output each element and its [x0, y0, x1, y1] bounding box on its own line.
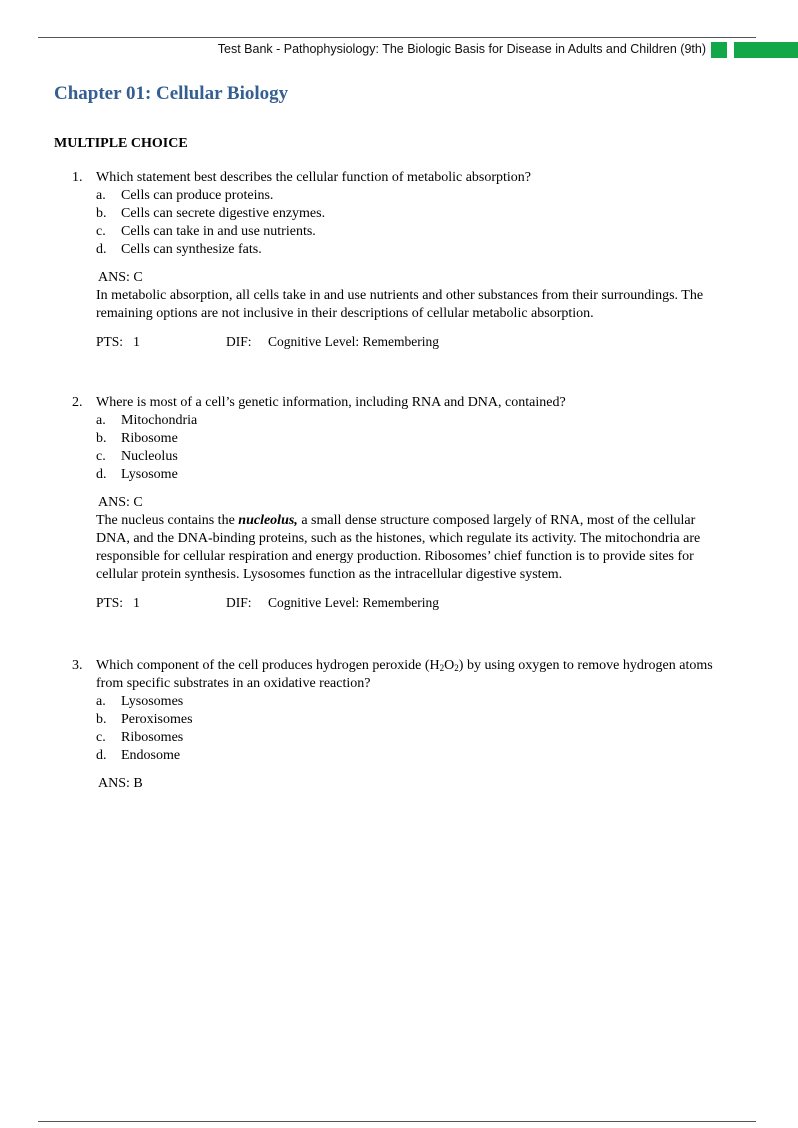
option-c — [96, 448, 722, 466]
option-letter: b. — [96, 712, 107, 727]
option-letter: b. — [96, 431, 107, 446]
stem-text: ) by using oxygen to remove hydrogen atoms from specific substrates in an oxidative reaction? — [96, 658, 713, 691]
option-text: Cells can produce proteins. — [121, 188, 274, 203]
stem-text: O — [444, 658, 455, 673]
question-stem: Which statement best describes the cellular function of metabolic absorption? — [96, 170, 532, 185]
option-letter: c. — [96, 730, 106, 745]
option-b — [96, 711, 722, 729]
option-text: Endosome — [121, 748, 181, 763]
answer: ANS: B — [98, 776, 143, 791]
option-text: Cells can synthesize fats. — [121, 242, 262, 257]
question-meta — [96, 594, 722, 612]
difficulty-label: DIF: — [226, 334, 252, 349]
option-text: Nucleolus — [121, 449, 178, 464]
difficulty-value: Cognitive Level: Remembering — [268, 334, 439, 349]
header-rule — [38, 37, 756, 38]
question-2 — [72, 394, 722, 612]
option-text: Cells can secrete digestive enzymes. — [121, 206, 326, 221]
rationale: In metabolic absorption, all cells take in and use nutrients and other substances from their surroundings. The remaining options are not inclusive in their descriptions of cellular metabolic absorption. — [96, 288, 704, 321]
header-accent-bar — [734, 42, 798, 58]
rationale — [96, 512, 722, 584]
section-title: MULTIPLE CHOICE — [54, 136, 188, 151]
option-letter: c. — [96, 224, 106, 239]
answer: ANS: C — [98, 495, 143, 510]
option-letter: d. — [96, 467, 107, 482]
question-stem: Where is most of a cell’s genetic information, including RNA and DNA, contained? — [96, 395, 566, 410]
subscript: 2 — [439, 663, 445, 673]
question-number: 3. — [72, 658, 83, 673]
subscript: 2 — [454, 663, 459, 673]
option-letter: a. — [96, 188, 106, 203]
footer-rule — [38, 1121, 756, 1122]
option-text: Ribosomes — [121, 730, 184, 745]
points — [96, 333, 226, 351]
option-letter: d. — [96, 242, 107, 257]
question-meta — [96, 333, 722, 351]
question-3 — [72, 657, 722, 793]
option-c — [96, 729, 722, 747]
stem-text: Which component of the cell produces hydrogen peroxide (H — [96, 658, 440, 673]
rationale-text: a small dense structure composed largely of RNA, most of the cellular DNA, and the DNA-binding proteins, such as the histones, which regulate its activity. The mitochondria are responsible for cellular respiration and energy production. Ribosomes’ chief function is to provide sites for cellular protein synthesis. Lysosomes function as the intracellular digestive system. — [96, 513, 701, 582]
difficulty-value: Cognitive Level: Remembering — [268, 595, 439, 610]
option-c — [96, 223, 722, 241]
option-d — [96, 241, 722, 259]
option-letter: a. — [96, 694, 106, 709]
header-accent-square — [711, 42, 727, 58]
option-text: Lysosome — [121, 467, 178, 482]
question-stem — [96, 657, 722, 693]
option-text: Lysosomes — [121, 694, 184, 709]
option-a — [96, 693, 722, 711]
option-text: Cells can take in and use nutrients. — [121, 224, 316, 239]
question-number: 1. — [72, 170, 83, 185]
option-list — [96, 187, 722, 259]
option-text: Mitochondria — [121, 413, 198, 428]
question-number: 2. — [72, 395, 83, 410]
option-letter: b. — [96, 206, 107, 221]
option-d — [96, 747, 722, 765]
rationale-emphasis: nucleolus, — [238, 513, 298, 528]
points-value: 1 — [133, 595, 140, 610]
option-a — [96, 187, 722, 205]
running-header: Test Bank - Pathophysiology: The Biologic Basis for Disease in Adults and Children (9th) — [217, 42, 706, 56]
option-text: Ribosome — [121, 431, 178, 446]
points — [96, 594, 226, 612]
difficulty-label: DIF: — [226, 595, 252, 610]
option-letter: d. — [96, 748, 107, 763]
option-a — [96, 412, 722, 430]
option-d — [96, 466, 722, 484]
option-b — [96, 430, 722, 448]
option-text: Peroxisomes — [121, 712, 193, 727]
answer: ANS: C — [98, 270, 143, 285]
option-list — [96, 693, 722, 765]
option-letter: a. — [96, 413, 106, 428]
chapter-title: Chapter 01: Cellular Biology — [54, 83, 289, 104]
option-list — [96, 412, 722, 484]
points-value: 1 — [133, 334, 140, 349]
question-1 — [72, 169, 722, 351]
option-b — [96, 205, 722, 223]
rationale-text: The nucleus contains the — [96, 513, 239, 528]
points-label: PTS: — [96, 334, 124, 349]
points-label: PTS: — [96, 595, 124, 610]
option-letter: c. — [96, 449, 106, 464]
